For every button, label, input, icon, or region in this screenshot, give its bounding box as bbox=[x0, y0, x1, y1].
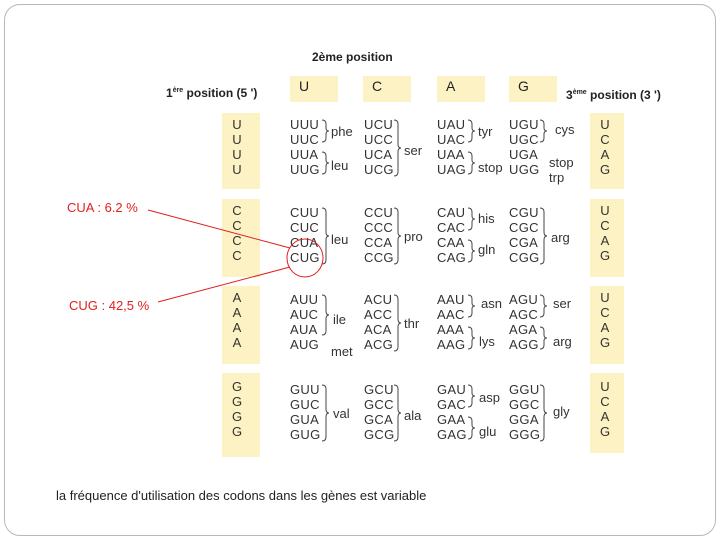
codon-block-ca: CAU CAC CAA CAG bbox=[437, 205, 467, 265]
highlight-cua-cug bbox=[287, 239, 323, 277]
aa-cys: cys bbox=[555, 122, 575, 137]
codon-block-ua: UAU UAC UAA UAG bbox=[437, 117, 467, 177]
brace-val bbox=[322, 385, 329, 441]
codon-block-gc: GCU GCC GCA GCG bbox=[364, 382, 395, 442]
aa-glu: glu bbox=[479, 424, 497, 439]
brace-leu-uu bbox=[322, 152, 329, 174]
third-letters-u: U C A G bbox=[599, 117, 611, 177]
aa-asn: asn bbox=[481, 296, 502, 311]
first-letters-c: C C C C bbox=[232, 203, 242, 263]
first-letters-a: A A A A bbox=[232, 290, 242, 350]
third-letters-c: U C A G bbox=[599, 203, 611, 263]
first-letters-g: G G G G bbox=[231, 379, 243, 439]
third-letters-g: U C A G bbox=[599, 379, 611, 439]
aa-arg-cg: arg bbox=[551, 230, 570, 245]
third-position-label: 3ème position (3 ') bbox=[566, 88, 661, 102]
aa-phe: phe bbox=[331, 124, 353, 139]
codon-block-ga: GAU GAC GAA GAG bbox=[437, 382, 467, 442]
aa-stop-ua: stop bbox=[478, 160, 503, 175]
aa-ala: ala bbox=[404, 408, 422, 423]
brace-phe bbox=[322, 120, 329, 142]
aa-gly: gly bbox=[553, 404, 570, 419]
codon-block-au: AUU AUC AUA AUG bbox=[290, 292, 320, 352]
aa-pro: pro bbox=[404, 229, 423, 244]
brace-ser-ag bbox=[540, 295, 547, 317]
annotation-line-cua bbox=[148, 210, 290, 248]
brace-ser-uc bbox=[394, 120, 401, 176]
annotation-cug: CUG : 42,5 % bbox=[69, 298, 150, 313]
aa-ser-uc: ser bbox=[404, 143, 423, 158]
brace-ile bbox=[322, 295, 329, 335]
aa-thr: thr bbox=[404, 316, 420, 331]
codon-block-ac: ACU ACC ACA ACG bbox=[364, 292, 394, 352]
brace-asp bbox=[468, 385, 475, 407]
brace-cys bbox=[540, 120, 547, 142]
second-position-title: 2ème position bbox=[312, 50, 393, 64]
brace-arg-cg bbox=[540, 208, 547, 264]
aa-stop-ug: stop bbox=[549, 155, 574, 170]
aa-met: met bbox=[331, 344, 353, 359]
first-letters-u: U U U U bbox=[232, 117, 242, 177]
aa-leu-uu: leu bbox=[331, 158, 349, 173]
aa-his: his bbox=[478, 211, 495, 226]
brace-his bbox=[468, 208, 475, 230]
aa-ser-ag: ser bbox=[553, 296, 572, 311]
aa-val: val bbox=[333, 406, 350, 421]
brace-arg-ag bbox=[540, 327, 547, 349]
brace-ala bbox=[394, 385, 401, 441]
annotation-cua: CUA : 6.2 % bbox=[67, 200, 138, 215]
footer-note: la fréquence d'utilisation des codons dans les gènes est variable bbox=[56, 488, 427, 503]
column-header-u: U bbox=[290, 76, 338, 102]
first-position-label: 1ère position (5 ') bbox=[166, 86, 258, 100]
codon-block-aa: AAU AAC AAA AAG bbox=[437, 292, 466, 352]
aa-asp: asp bbox=[479, 390, 500, 405]
third-letters-a: U C A G bbox=[599, 290, 611, 350]
codon-block-uc: UCU UCC UCA UCG bbox=[364, 117, 394, 177]
brace-stop-ua bbox=[468, 152, 475, 174]
aa-arg-ag: arg bbox=[553, 334, 572, 349]
aa-gln: gln bbox=[478, 242, 496, 257]
brace-gly bbox=[540, 385, 547, 441]
codon-block-ag: AGU AGC AGA AGG bbox=[509, 292, 539, 352]
codon-block-ug: UGU UGC UGA UGG bbox=[509, 117, 540, 177]
column-header-c: C bbox=[363, 76, 411, 102]
codon-block-cu: CUU CUC CUA CUG bbox=[290, 205, 320, 265]
brace-tyr bbox=[468, 120, 475, 142]
brace-asn bbox=[468, 295, 475, 317]
aa-lys: lys bbox=[479, 334, 495, 349]
aa-leu-cu: leu bbox=[331, 232, 349, 247]
column-header-g: G bbox=[509, 76, 557, 102]
brace-thr bbox=[394, 295, 401, 351]
codon-block-uu: UUU UUC UUA UUG bbox=[290, 117, 320, 177]
codon-block-cc: CCU CCC CCA CCG bbox=[364, 205, 394, 265]
aa-ile: ile bbox=[333, 312, 347, 327]
aa-tyr: tyr bbox=[478, 124, 493, 139]
brace-gln bbox=[468, 240, 475, 262]
brace-glu bbox=[468, 417, 475, 439]
annotation-line-cug bbox=[158, 267, 290, 302]
column-header-a: A bbox=[437, 76, 485, 102]
brace-pro bbox=[394, 208, 401, 264]
brace-lys bbox=[468, 327, 475, 349]
aa-trp: trp bbox=[549, 170, 565, 185]
codon-block-cg: CGU CGC CGA CGG bbox=[509, 205, 540, 265]
codon-block-gu: GUU GUC GUA GUG bbox=[290, 382, 321, 442]
codon-block-gg: GGU GGC GGA GGG bbox=[509, 382, 541, 442]
